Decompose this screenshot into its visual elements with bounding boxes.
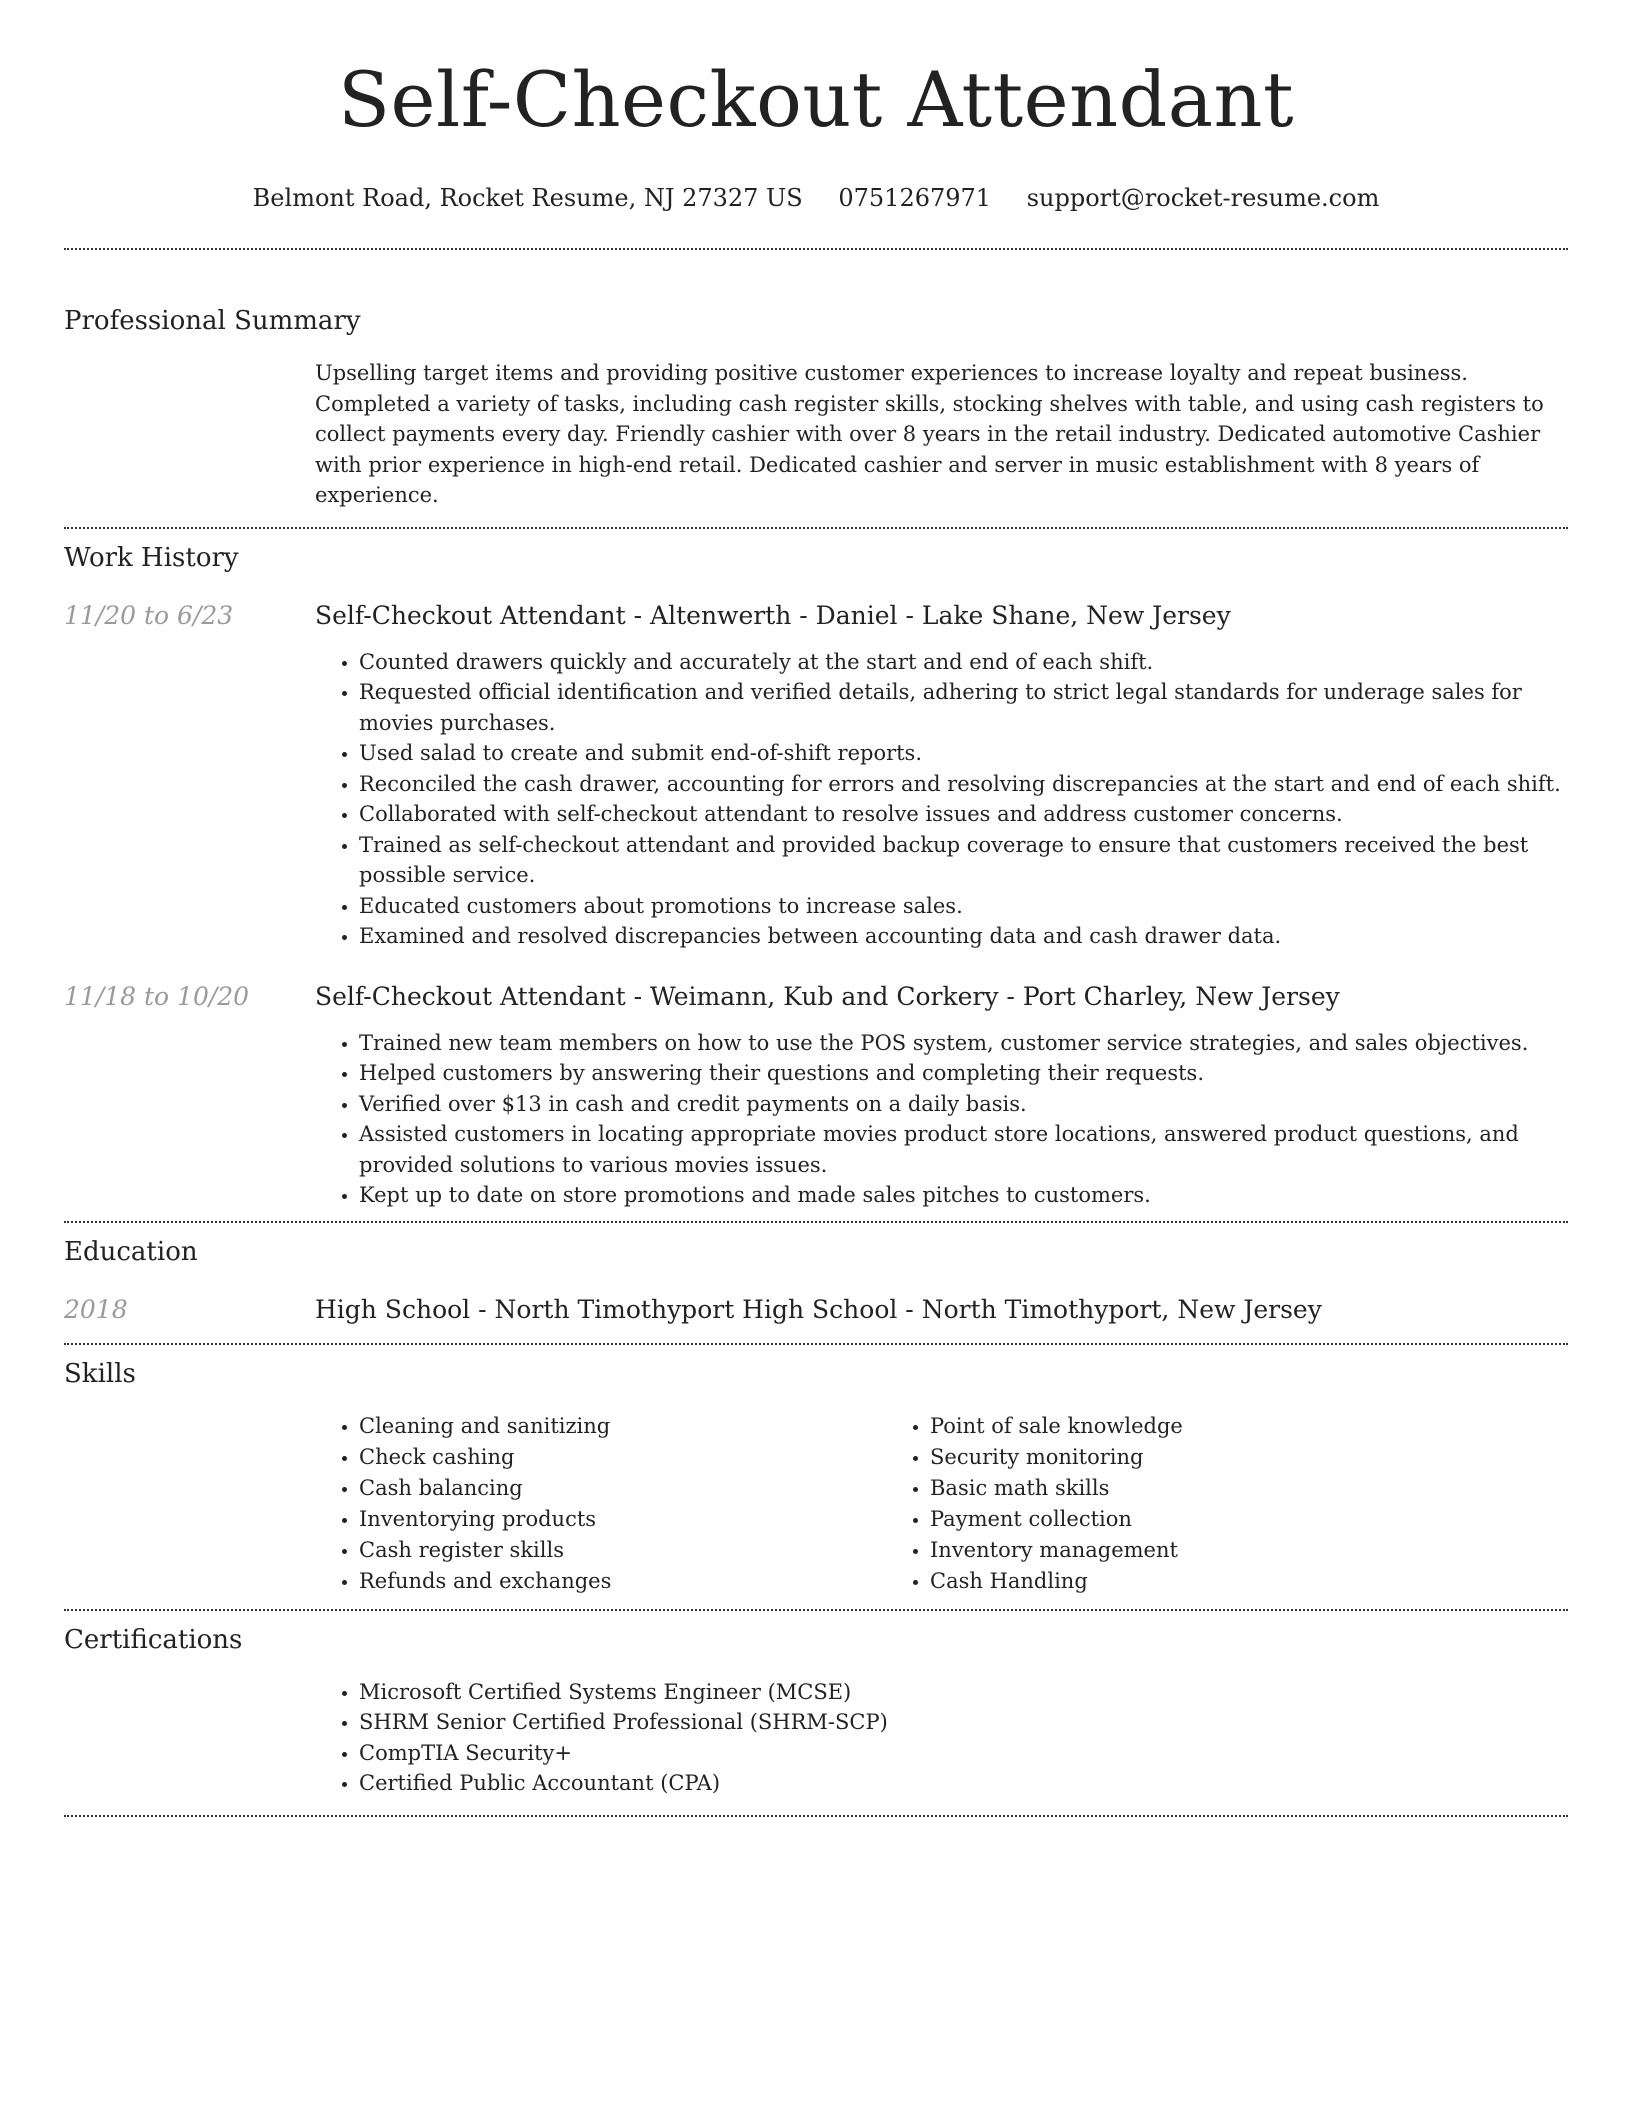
summary-text: Upselling target items and providing positive customer experiences to increase loyalty and repeat business. Completed a variety of tasks, including cash register skills, stocking shelves with table, and using cash registers to collect payments every day. Friendly cashier with over 8 years in the retail industry. Dedicated automotive Cashier with prior experience in high-end retail. Dedicated cashier and server in music establishment with 8 years of experience. — [315, 361, 1544, 507]
job-bullet: • Educated customers about promotions to increase sales. — [359, 891, 1568, 922]
skill-item: • Cash balancing — [359, 1473, 886, 1504]
job-bullet: • Trained as self-checkout attendant and provided backup coverage to ensure that customers received the best possible service. — [359, 830, 1568, 891]
summary-title: Professional Summary — [64, 306, 361, 336]
certification-item: • Certified Public Accountant (CPA) — [359, 1768, 1568, 1799]
education-title: Education — [64, 1236, 198, 1267]
work-history-section — [64, 529, 1568, 1221]
candidate-name: Self-Checkout Attendant — [337, 55, 1295, 144]
skill-item: • Security monitoring — [930, 1442, 1457, 1473]
job-bullet: • Kept up to date on store promotions and made sales pitches to customers. — [359, 1180, 1568, 1211]
divider — [64, 1815, 1568, 1817]
skills-grid — [315, 1411, 1568, 1597]
job-bullet: • Verified over $13 in cash and credit payments on a daily basis. — [359, 1089, 1568, 1120]
certifications-list — [64, 1677, 1568, 1799]
job-bullet: • Trained new team members on how to use the POS system, customer service strategies, and sales objectives. — [359, 1028, 1568, 1059]
job-bullet: • Assisted customers in locating appropriate movies product store locations, answered product questions, and provided solutions to various movies issues. — [359, 1119, 1568, 1180]
job-bullet: • Collaborated with self-checkout attendant to resolve issues and address customer concerns. — [359, 799, 1568, 830]
skills-title: Skills — [64, 1358, 136, 1389]
skills-list-left — [315, 1411, 886, 1597]
job-bullet: • Used salad to create and submit end-of-shift reports. — [359, 738, 1568, 769]
job-bullets — [64, 647, 1568, 952]
skill-item: • Basic math skills — [930, 1473, 1457, 1504]
work-history-title: Work History — [64, 542, 239, 573]
job-entry — [64, 599, 1568, 952]
certification-item: • SHRM Senior Certified Professional (SHRM-SCP) — [359, 1707, 1568, 1738]
skills-list-right — [886, 1411, 1457, 1597]
education-heading: High School - North Timothyport High School - North Timothyport, New Jersey — [315, 1294, 1322, 1324]
contact-address: Belmont Road, Rocket Resume, NJ 27327 US — [252, 184, 803, 212]
certifications-section — [64, 1611, 1568, 1815]
certifications-title: Certifications — [64, 1624, 243, 1655]
education-dates: 2018 — [64, 1294, 128, 1324]
contact-email: support@rocket-resume.com — [1026, 184, 1380, 212]
skill-item: • Point of sale knowledge — [930, 1411, 1457, 1442]
skill-item: • Inventory management — [930, 1535, 1457, 1566]
job-dates: 11/20 to 6/23 — [64, 600, 234, 630]
job-heading: Self-Checkout Attendant - Weimann, Kub and Corkery - Port Charley, New Jersey — [315, 981, 1340, 1011]
job-bullet: • Requested official identification and verified details, adhering to strict legal standards for underage sales for movies purchases. — [359, 677, 1568, 738]
certification-item: • CompTIA Security+ — [359, 1738, 1568, 1769]
skill-item: • Check cashing — [359, 1442, 886, 1473]
job-bullet: • Counted drawers quickly and accurately at the start and end of each shift. — [359, 647, 1568, 678]
certification-item: • Microsoft Certified Systems Engineer (MCSE) — [359, 1677, 1568, 1708]
job-bullet: • Helped customers by answering their questions and completing their requests. — [359, 1058, 1568, 1089]
skill-item: • Inventorying products — [359, 1504, 886, 1535]
job-dates: 11/18 to 10/20 — [64, 981, 250, 1011]
education-entry — [64, 1293, 1568, 1327]
skill-item: • Cash Handling — [930, 1566, 1457, 1597]
education-section — [64, 1223, 1568, 1343]
job-heading: Self-Checkout Attendant - Altenwerth - Daniel - Lake Shane, New Jersey — [315, 600, 1231, 630]
job-bullets — [64, 1028, 1568, 1221]
skills-section — [64, 1345, 1568, 1609]
job-entry — [64, 980, 1568, 1221]
skill-item: • Payment collection — [930, 1504, 1457, 1535]
contact-phone: 0751267971 — [838, 184, 992, 212]
job-bullet: • Examined and resolved discrepancies between accounting data and cash drawer data. — [359, 921, 1568, 952]
job-bullet: • Reconciled the cash drawer, accounting for errors and resolving discrepancies at the start and end of each shift. — [359, 769, 1568, 800]
summary-section — [64, 250, 1568, 527]
resume-header — [64, 0, 1568, 214]
skill-item: • Cash register skills — [359, 1535, 886, 1566]
skill-item: • Refunds and exchanges — [359, 1566, 886, 1597]
skill-item: • Cleaning and sanitizing — [359, 1411, 886, 1442]
contact-line — [64, 182, 1568, 214]
